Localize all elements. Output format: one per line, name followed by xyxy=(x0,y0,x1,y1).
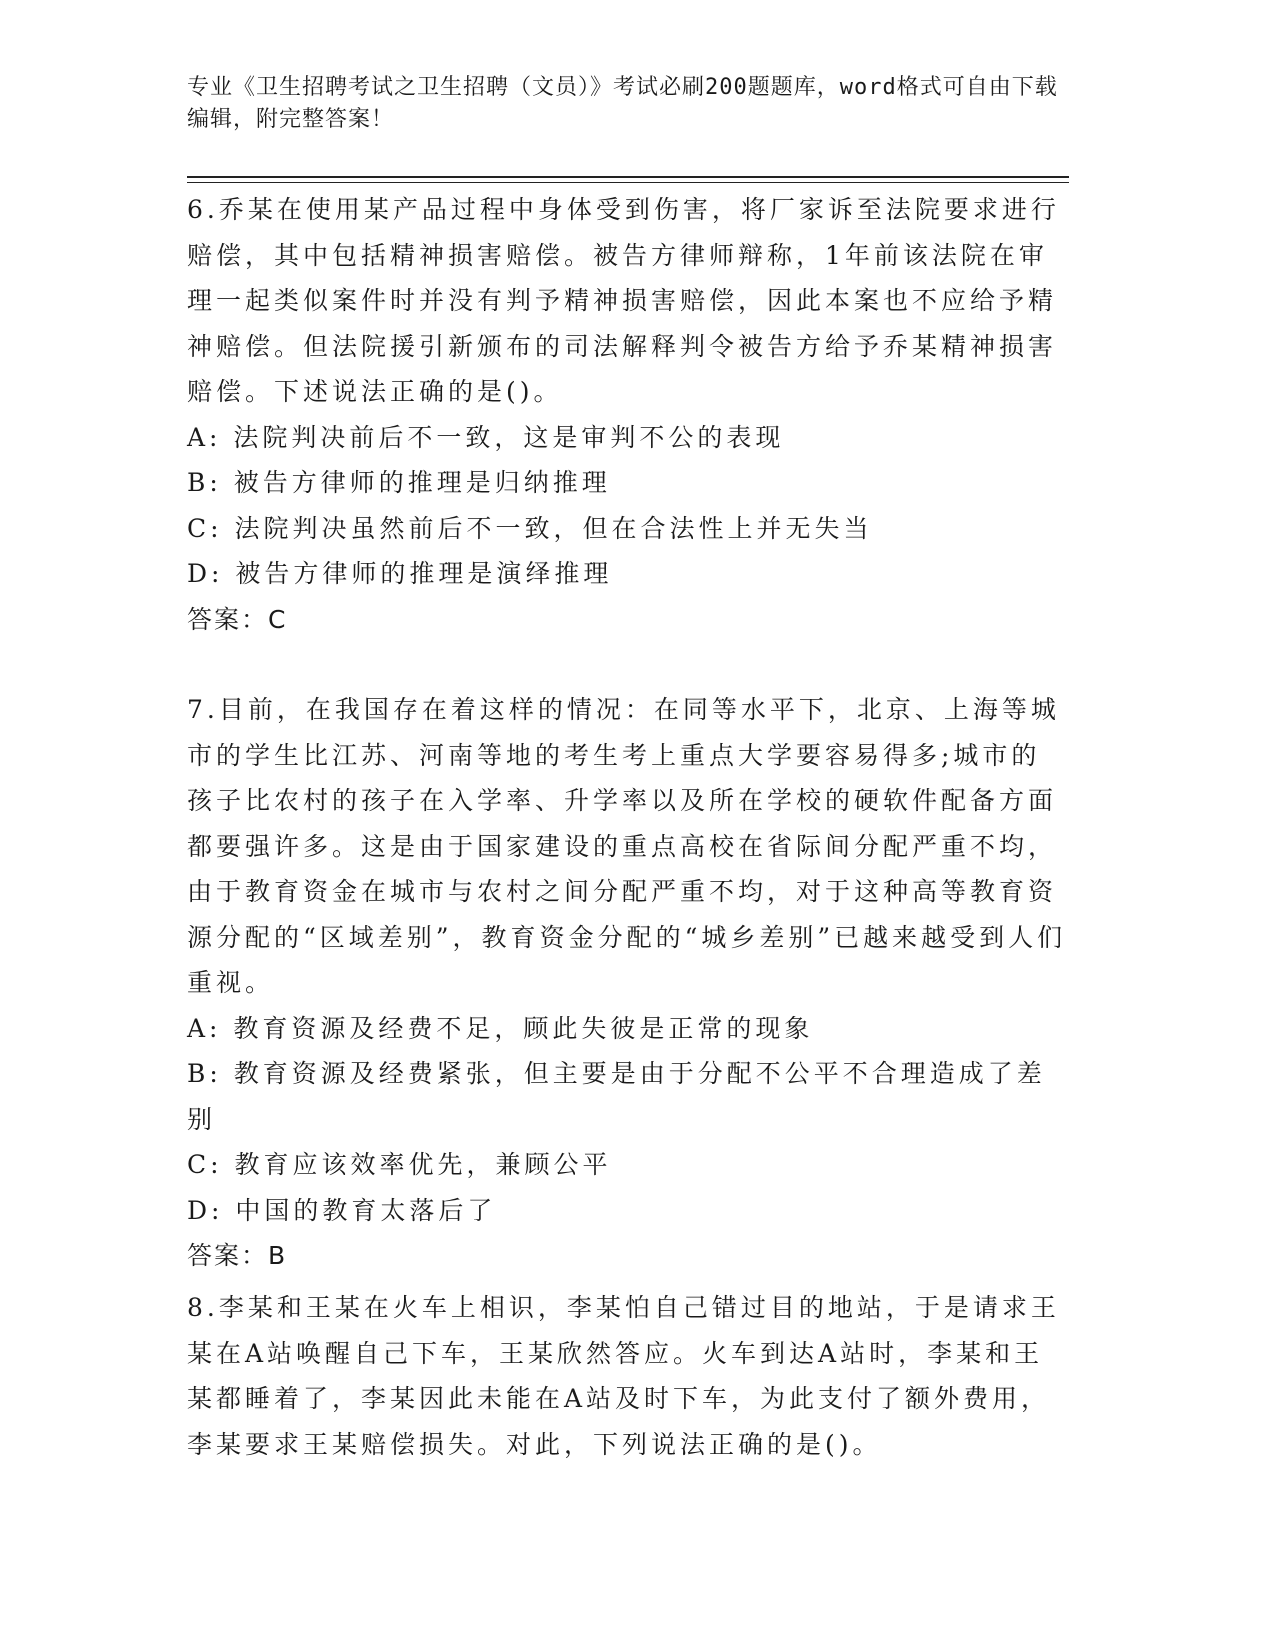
option-a: A: 法院判决前后不一致，这是审判不公的表现 xyxy=(187,422,785,452)
document-header: 专业《卫生招聘考试之卫生招聘（文员）》考试必刷200题题库，word格式可自由下载编辑，附完整答案！ xyxy=(187,75,1058,132)
question-8 xyxy=(187,1285,1067,1467)
option-a: A: 教育资源及经费不足，顾此失彼是正常的现象 xyxy=(187,1013,814,1043)
option-d: D: 被告方律师的推理是演绎推理 xyxy=(187,559,613,588)
header-divider-thick xyxy=(187,176,1069,178)
option-b: B: 被告方律师的推理是归纳推理 xyxy=(187,468,611,497)
option-d: D: 中国的教育太落后了 xyxy=(187,1195,497,1225)
option-c: C: 法院判决虽然前后不一致，但在合法性上并无失当 xyxy=(187,513,873,543)
option-b: B: 教育资源及经费紧张，但主要是由于分配不公平不合理造成了差别 xyxy=(187,1059,1046,1134)
question-stem: 7.目前，在我国存在着这样的情况：在同等水平下，北京、上海等城市的学生比江苏、河南等地的考生考上重点大学要容易得多;城市的孩子比农村的孩子在入学率、升学率以及所在学校的硬软件配备方面都要强许多。这是由于国家建设的重点高校在省际间分配严重不均，由于教育资金在城市与农村之间分配严重不均，对于这种高等教育资源分配的“区域差别”，教育资金分配的“城乡差别”已越来越受到人们重视。 xyxy=(187,695,1067,997)
option-c: C: 教育应该效率优先，兼顾公平 xyxy=(187,1150,612,1179)
question-6 xyxy=(187,187,1067,642)
header-divider-thin xyxy=(187,182,1069,183)
question-7 xyxy=(187,687,1067,1279)
question-stem: 6.乔某在使用某产品过程中身体受到伤害，将厂家诉至法院要求进行赔偿，其中包括精神损害赔偿。被告方律师辩称，1年前该法院在审理一起类似案件时并没有判予精神损害赔偿，因此本案也不应给予精神赔偿。但法院援引新颁布的司法解释判令被告方给予乔某精神损害赔偿。下述说法正确的是()。 xyxy=(187,195,1060,406)
question-stem: 8.李某和王某在火车上相识，李某怕自己错过目的地站，于是请求王某在A站唤醒自己下车，王某欣然答应。火车到达A站时，李某和王某都睡着了，李某因此未能在A站及时下车，为此支付了额外费用，李某要求王某赔偿损失。对此，下列说法正确的是()。 xyxy=(187,1293,1060,1459)
answer-line: 答案：B xyxy=(187,1241,288,1270)
answer-line: 答案：C xyxy=(187,604,288,634)
